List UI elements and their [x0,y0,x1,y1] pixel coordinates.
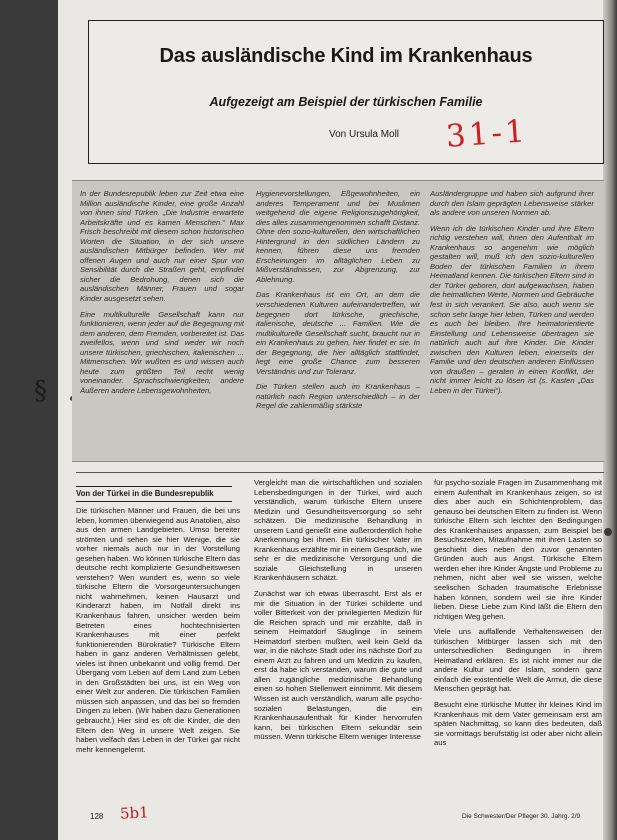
body-paragraph: für psycho-soziale Fragen im Zusammenhang mit einem Aufenthalt im Krankenhaus zeigen, so ist dies aber auch ein Schichtenproblem, das genauso bei deutschen Eltern zu finden ist. Wenn türkische Eltern sich leichter den Bedingungen des Krankenhauses anpassen, zum Beispiel bei Besuchszeiten, Mitaufnahme mit ihren Lasten so geschieht dies neben den zuvor genannten Gründen auch aus Angst. Türkische Eltern werden eher ihre Kinder Ängste und Probleme zu nehmen, nicht aber weil sie wissen, welche seelischen Schaden traumatische Erlebnisse haben können, sondern weil sie ihre Kinder lieben. Diese Liebe zum Kind läßt die Eltern den richtigen Weg gehen. [434,478,602,621]
section-heading: Von der Türkei in die Bundesrepublik [76,486,232,502]
article-author: Von Ursula Moll [329,129,400,140]
intro-column-3 [430,189,594,459]
intro-paragraph: Wenn ich die türkischen Kinder und ihre Eltern richtig verstehen will, ihnen den Aufenthalt im Krankenhaus so angenehm wie möglich gestalten will, muß ich den sozio-kulturellen Boden der türkischen Familien in ihrem Heimatland kennen. Die türkischen Eltern sind in der Türkei geboren, dort aufgewachsen, haben die heimatlichen Werte, Normen und Gebräuche fest in sich verankert. Sie also, auch wenn sie schon sehr lange hier leben, Türken und werden es auch bei bleiben. Ihre heimatorientierte Einstellung und Lebensweise übertragen sie natürlich auch auf ihre Kinder. Die Kinder zwischen den Kulturen leben, einerseits der Familie und den deutschen anderen Einflüssen von draußen – geraten in einen Konflikt, der nicht immer leicht zu lösen ist (s. Kasten „Das Leben in der Türkei“). [430,223,594,395]
section-divider [76,472,604,473]
body-paragraph: Zunächst war ich etwas überrascht. Erst als er mir die Situation in der Türkei schilderte und voller Bitterkeit von der privilegierten Medizin für die Reichen sprach und mir erzählte, daß in seinem Heimatdorf Säuglinge in seinem Heimatdorf sterben mußten, weil kein Geld da war, in die nächste Stadt oder ins nächste Dorf zu einem Arzt zu fahren und um Medizin zu kaufen, erst da habe ich verstanden, warum die gute und allen zugängliche medizinische Behandlung einen so hohen Stellenwert einnimmt. Mit diesem Wissen ist auch verständlich, warum alle psycho-sozialen Belastungen, die ein Krankenhausaufenthalt für Kinder hervorrufen kann, bei türkischen Eltern sekundär sein müssen. Wenn türkische Eltern weniger Interesse [254,589,422,742]
intro-paragraph: In der Bundesrepublik leben zur Zeit etwa eine Million ausländische Kinder, eine große Anzahl von ihnen sind Türken. „Die Industrie erwartete Arbeitskräfte und es kamen Menschen.“ Max Frisch beschreibt mit diesem schon historischen Worten die Situation, in der sich unsere ausländischen Mitbürger befinden. Wer mit offenen Augen und auch nur einer Spur von Sensibilität durch die Straßen geht, empfindet sicher die Bedrohung, denen sich die ausländischen Männer, Frauen und sogar Kinder ausgesetzt sehen. [80,189,244,304]
page-number: 128 [90,812,104,821]
margin-annotation-mark: § [34,376,47,406]
intro-paragraph: Die Türken stellen auch im Krankenhaus – natürlich nach Region unterschiedlich – in der Regel die zahlenmäßig stärkste [256,382,420,411]
intro-paragraph: Eine multikulturelle Gesellschaft kann nur funktionieren, wenn jeder auf die Begegnung mit dem anderen, dem Fremden, vorbereitet ist. Das zweifellos, wenn und sind weder wir noch unsere türkischen, griechischen, italienischen ... Mitmenschen. Wir wußten es und wissen auch heute zum größten Teil recht wenig voneinander. Sprachschwierigkeiten, andere Äußeren andere Lebensgewohnheiten, [80,309,244,395]
intro-column-2 [256,189,420,459]
handwritten-annotation: 31-1 [444,113,529,155]
body-paragraph: Besucht eine türkische Mutter ihr kleines Kind im Krankenhaus mit dem Vater gemeinsam erst am späten Nachmittag, so kann dies bedeuten, daß sie vormittags berufstätig ist oder aber nicht allein aus [434,700,602,748]
body-paragraph: Die türkischen Männer und Frauen, die bei uns leben, kommen überwiegend aus Anatolien, also aus den armen Landgebieten. Umso bereiter strömten und sehen sie hier Wenige, die sie vorher niemals auch nur in der Vorstellung gesehen haben. Wo können türkische Eltern das deutsche recht komplizierte Gesundheitswesen verstehen? Wen wundert es, wenn so viele türkische Eltern die Vorsorgeuntersuchungen nicht wahrnehmen, keinen Hausarzt und Kinderarzt haben, im Notfall direkt ins Krankenhaus fahren, unsicher werden beim Betreten eines hochtechnisierten Krankenhauses mit einer perfekt funktionierenden Bürokratie? Türkische Eltern haben in ganz anderen Verhältnissen gelebt, vieles ist ihnen unbekannt und völlig fremd. Der Übergang vom Leben auf dem Land zum Leben in den Großstädten bei uns, ist ein Weg von einer Welt zur anderen. Die türkischen Familien müssen sich anpassen, und das bei so fremden Dingen zu leben. (Wir haben dazu Generationen gebraucht.) Hier sind es oft die Kinder, die den Eltern den Weg in unsere Welt zeigen. Sie haben vielfach das Leben in der Türkei gar nicht mehr kennengelernt. [76,506,240,754]
handwritten-footer-note: 5b1 [119,803,150,823]
book-binding-edge [603,0,617,840]
body-column-3 [434,478,602,808]
body-paragraph: Vergleicht man die wirtschaftlichen und sozialen Lebensbedingungen in der Türkei, wird auch verständlich, warum türkische Eltern unsere Medizin und Gesundheitsversorgung so sehr schätzen. Die medizinische Behandlung in unserem Land genießt eine außerordentlich hohe Anerkennung bei ihnen. Ein türkischer Vater im Krankenhaus erzählte mir in einem Gespräch, wie sehr er die medizinische Versorgung und die soziale Gleichstellung in unseren Krankenhäusern schätzt. [254,478,422,583]
publication-footer: Die Schwester/Der Pfleger 30. Jahrg. 2/9 [462,813,581,820]
body-column-2 [254,478,422,808]
intro-paragraph: Ausländergruppe und haben sich aufgrund ihrer durch den Islam geprägten Lebensweise stärker als andere von unseren Normen ab. [430,189,594,218]
intro-paragraph: Das Krankenhaus ist ein Ort, an dem die verschiedenen Kulturen aufeinandertreffen, wir begegnen dort türkische, griechische, italienische, deutsche ... Familien. Wie die multikulturelle Gesellschaft sucht, braucht nur in ein Krankenhaus zu gehen, hier findet er sie. In der Begegnung, die hier alltäglich stattfindet, liegt eine große Chance zum besseren Verständnis und zur Toleranz. [256,290,420,376]
body-paragraph: Viele uns auffallende Verhaltensweisen der türkischen Mitbürger lassen sich mit den unterschiedlichen Bedingungen in ihrem Heimatland erklären. Es ist nicht immer nur die andere Kultur und der Islam, sondern ganz einfach die existentielle Welt die Armut, die diese Menschen geprägt hat. [434,627,602,694]
intro-paragraph: Hygienevorstellungen, Eßgewohnheiten, ein anderes Temperament und bei Muslimen weitgehend die eigene Religionszugehörigkeit, dies alles zusammengenommen schafft Distanz. Ohne den sozio-kulturellen, den wirtschaftlichen Hintergrund in den südlichen Ländern zu kennen, führen diese uns fremden Erscheinungen im alltäglichen Leben zu Mißverständnissen, zur Abgrenzung, zur Ablehnung. [256,189,420,284]
intro-column-1 [80,189,244,459]
body-column-1 [76,506,240,806]
intro-box [72,180,604,462]
page-stain [604,528,612,536]
article-title: Das ausländische Kind im Krankenhaus [159,45,533,67]
article-subtitle: Aufgezeigt am Beispiel der türkischen Familie [209,95,483,109]
